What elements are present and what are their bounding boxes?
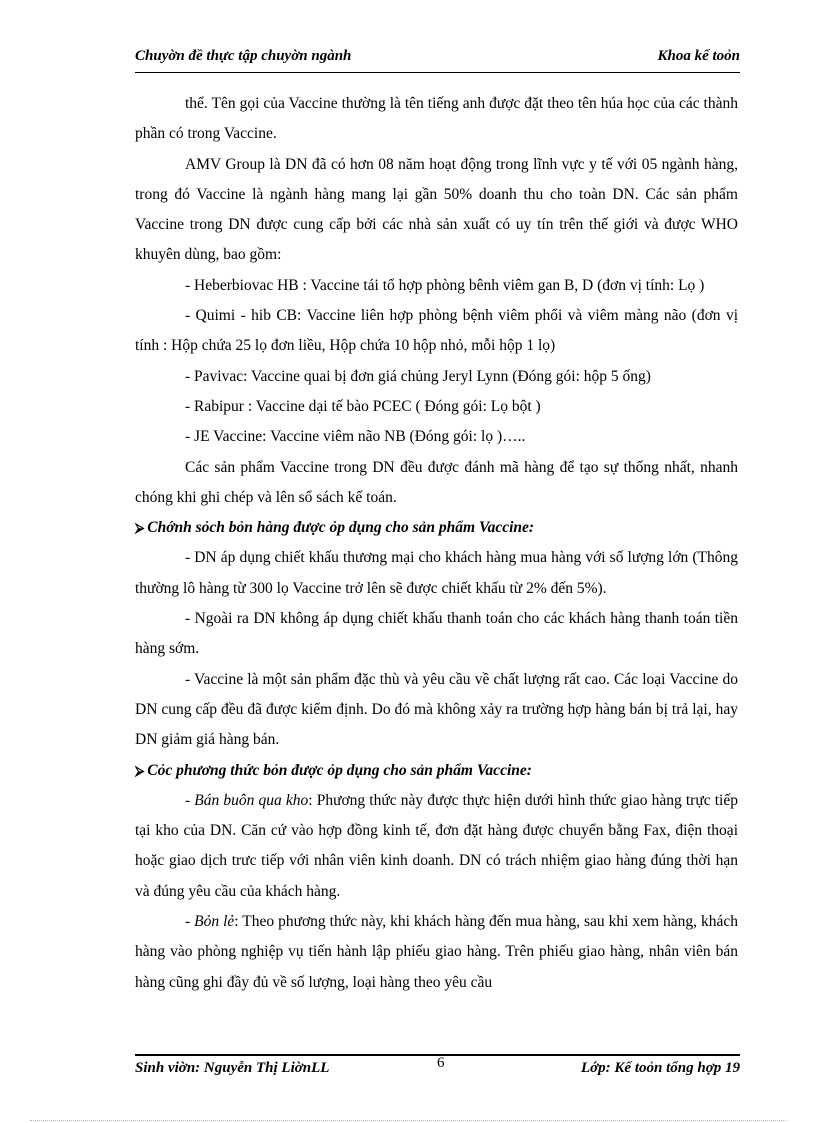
section-heading xyxy=(135,756,738,786)
page-footer xyxy=(135,1055,740,1082)
paragraph: Các sản phẩm Vaccine trong DN đều được đánh mã hàng để tạo sự thống nhất, nhanh chóng khi ghi chép và lên sổ sách kế toán. xyxy=(135,458,738,506)
header-title: Chuyờn đề thực tập chuyờn ngành xyxy=(135,48,352,64)
arrow-bullet-icon: ⮚ xyxy=(135,520,145,536)
list-item: - Vaccine là một sản phẩm đặc thù và yêu cầu về chất lượng rất cao. Các loại Vaccine do DN cung cấp đều đã được kiểm định. Do đó mà không xảy ra trường hợp hàng bán bị trả lại, hay DN giảm giá hàng bán. xyxy=(135,670,738,749)
list-item: - Bỏn lẻ: Theo phương thức này, khi khách hàng đến mua hàng, sau khi xem hàng, khách hàng vào phòng nghiệp vụ tiến hành lập phiếu giao hàng. Trên phiếu giao hàng, nhân viên bán hàng cũng ghi đầy đủ về số lượng, loại hàng theo yêu cầu xyxy=(135,913,738,991)
footer-student: Sinh viờn: Nguyễn Thị LiờnLL xyxy=(135,1060,330,1076)
page-bottom-edge xyxy=(30,1120,786,1121)
arrow-bullet-icon: ⮚ xyxy=(135,762,145,778)
list-item: - Quimi - hib CB: Vaccine liên hợp phòng bệnh viêm phổi và viêm màng não (đơn vị tính : Hộp chứa 25 lọ đơn liều, Hộp chứa 10 hộp nhỏ, mỗi hộp 1 lọ) xyxy=(135,307,738,355)
page-header xyxy=(135,48,740,70)
term-description: : Theo phương thức này, khi khách hàng đến mua hàng, sau khi xem hàng, khách hàng vào phòng nghiệp vụ tiến hành lập phiếu giao hàng. Trên phiếu giao hàng, nhân viên bán hàng cũng ghi đầy đủ về số lượng, loại hàng theo yêu cầu xyxy=(135,913,738,991)
term-label: Bỏn lẻ xyxy=(194,913,235,931)
list-item: - JE Vaccine: Vaccine viêm não NB (Đóng gói: lọ )….. xyxy=(185,428,526,446)
list-item: - DN áp dụng chiết khấu thương mại cho khách hàng mua hàng với số lượng lớn (Thông thường lô hàng từ 300 lọ Vaccine trở lên sẽ được chiết khấu từ 2% đến 5%). xyxy=(135,549,738,597)
paragraph: AMV Group là DN đã có hơn 08 năm hoạt động trong lĩnh vực y tế với 05 ngành hàng, trong đó Vaccine là ngành hàng mang lại gần 50% doanh thu cho toàn DN. Các sản phẩm Vaccine trong DN được cung cấp bởi các nhà sản xuất có uy tín trên thế giới và được WHO khuyên dùng, bao gồm: xyxy=(135,155,738,264)
list-item: - Bán buôn qua kho: Phương thức này được thực hiện dưới hình thức giao hàng trực tiếp tại kho của DN. Căn cứ vào hợp đồng kinh tế, đơn đặt hàng được chuyển bằng Fax, điện thoại hoặc giao dịch trưc tiếp với nhân viên kinh doanh. DN có trách nhiệm giao hàng đúng thời hạn và đúng yêu cầu của khách hàng. xyxy=(135,791,738,900)
section-heading-text: Chớnh sỏch bỏn hàng được ỏp dụng cho sản phẩm Vaccine: xyxy=(147,519,535,537)
list-item: - Rabipur : Vaccine dại tế bào PCEC ( Đóng gói: Lọ bột ) xyxy=(185,397,541,415)
term-description: : Phương thức này được thực hiện dưới hình thức giao hàng trực tiếp tại kho của DN. Căn cứ vào hợp đồng kinh tế, đơn đặt hàng được chuyển bằng Fax, điện thoại hoặc giao dịch trưc tiếp với nhân viên kinh doanh. DN có trách nhiệm giao hàng đúng thời hạn và đúng yêu cầu của khách hàng. xyxy=(135,791,738,900)
list-item: - Heberbiovac HB : Vaccine tái tổ hợp phòng bênh viêm gan B, D (đơn vị tính: Lọ ) xyxy=(185,276,705,294)
section-heading-text: Cỏc phương thức bỏn được ỏp dụng cho sản phẩm Vaccine: xyxy=(147,761,532,779)
header-department: Khoa kế toỏn xyxy=(657,48,740,64)
header-divider xyxy=(135,72,740,73)
paragraph: thể. Tên gọi của Vaccine thường là tên tiếng anh được đặt theo tên húa học của các thành phần có trong Vaccine. xyxy=(135,95,738,143)
term-label: Bán buôn qua kho xyxy=(194,791,309,809)
footer-class: Lớp: Kế toỏn tổng hợp 19 xyxy=(580,1060,740,1076)
section-heading xyxy=(135,513,738,543)
document-body xyxy=(135,89,738,998)
list-item: - Pavivac: Vaccine quai bị đơn giá chủng Jeryl Lynn (Đóng gói: hộp 5 ống) xyxy=(185,367,651,385)
list-item: - Ngoài ra DN không áp dụng chiết khấu thanh toán cho các khách hàng thanh toán tiền hàng sớm. xyxy=(135,610,738,658)
page-number: 6 xyxy=(437,1055,445,1071)
